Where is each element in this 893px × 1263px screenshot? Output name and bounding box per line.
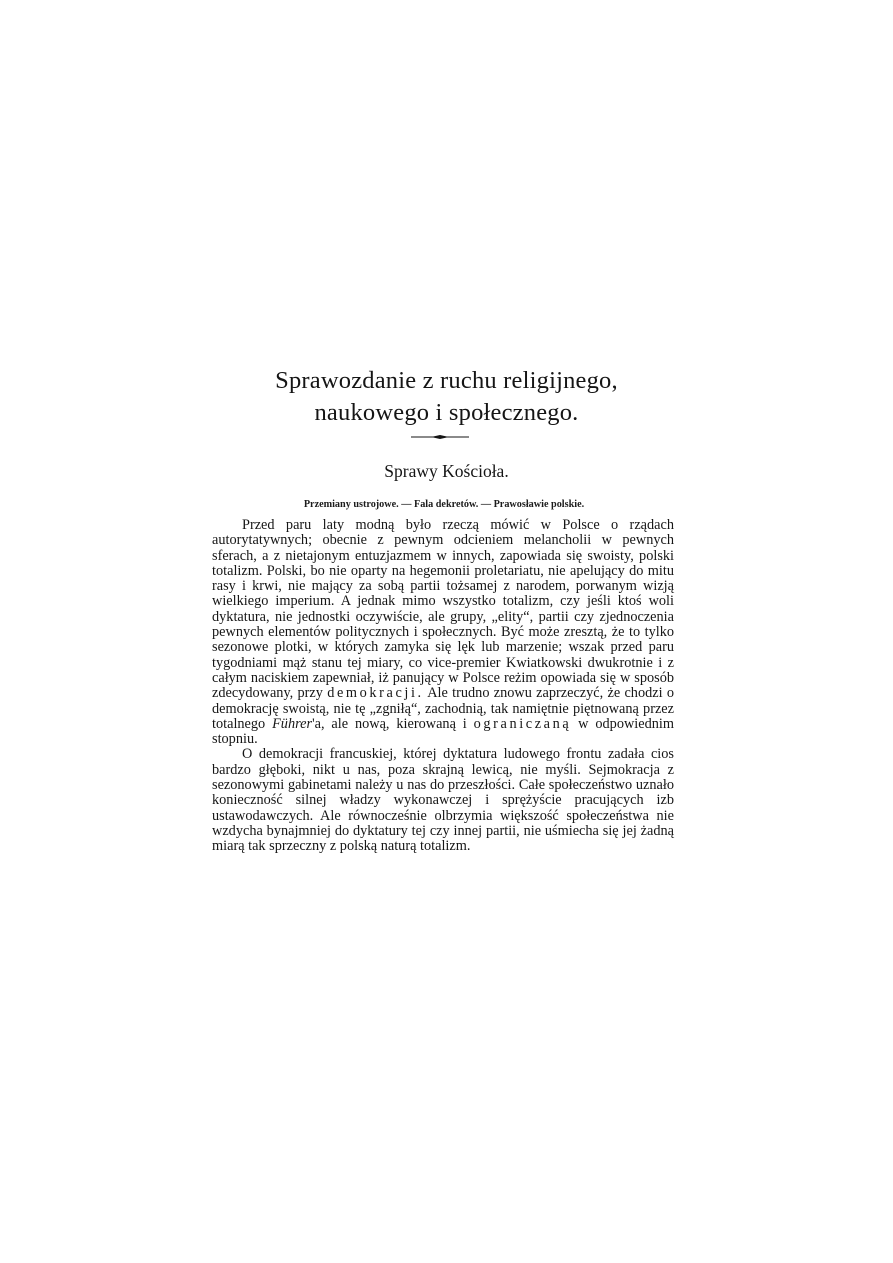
article-title [200, 365, 693, 429]
paragraph-1-text-d: w odpowiednim stopniu. [212, 715, 674, 748]
section-subheading: Przemiany ustrojowe. — Fala dekretów. — Prawosławie polskie. [303, 499, 585, 510]
paragraph-1-text-b: Ale trudno znowu zaprzeczyć, że chodzi o demokrację swoistą, nie tę „zgniłą“, zachodnią, tak namiętnie piętnowaną przez totalnego [212, 685, 674, 732]
section-heading: Sprawy Kościoła. [384, 461, 509, 481]
paragraph-1-text-a: Przed paru laty modną było rzeczą mówić w Polsce o rządach autorytatywnych; obecnie z pewnym odcieniem melancholii w pewnych sferach, a z nietajonym entuzjazmem w innych, zapowiada się swoisty, polski totalizm. Polski, bo nie oparty na hegemonii proletariatu, nie apelujący do mitu rasy i krwi, nie mający za sobą partii tożsamej z narodem, porwanym wizją wielkiego imperium. A jednak mimo wszystko totalizm, czy jeśli ktoś woli dyktatura, nie jednostki oczywiście, ale grupy, „elity“, partii czy zjednoczenia pewnych elementów politycznych i społecznych. Być może zresztą, że to tylko sezonowe plotki, w których zamyka się lęk lub marzenie; wszak przed paru tygodniami mąż stanu tej miary, co vice-premier Kwiatkowski dwukrotnie i z całym naciskiem zapewniał, iż panujący w Polsce reżim opowiada się w sposób zdecydowany, przy [212, 517, 674, 702]
emphasis-spaced-limited: ograniczaną [473, 715, 572, 732]
emphasis-spaced-democracy: demokracji. [327, 685, 424, 702]
article-body [212, 518, 674, 855]
paragraph-1-text-c: 'a, ale nową, kierowaną i [312, 715, 467, 732]
paragraph-2: O demokracji francuskiej, której dyktatura ludowego frontu zadała cios bardzo głęboki, nikt u nas, poza skrajną lewicą, nie myśli. Sejmokracja z sezonowymi gabinetami należy u nas do przeszłości. Całe społeczeństwo uznało konieczność silnej władzy wykonawczej i sprężyście pracujących izb ustawodawczych. Ale równocześnie olbrzymia większość społeczeństwa nie wzdycha bynajmniej do dyktatury tej czy innej partii, nie uśmiecha się jej żadną miarą tak sprzeczny z polską naturą totalizm. [212, 746, 674, 855]
emphasis-italic-fuhrer: Führer [272, 715, 313, 732]
title-line-2: naukowego i społecznego. [314, 399, 579, 426]
title-line-1: Sprawozdanie z ruchu religijnego, [275, 367, 618, 394]
paragraph-1 [212, 518, 674, 747]
ornamental-rule [411, 434, 469, 440]
